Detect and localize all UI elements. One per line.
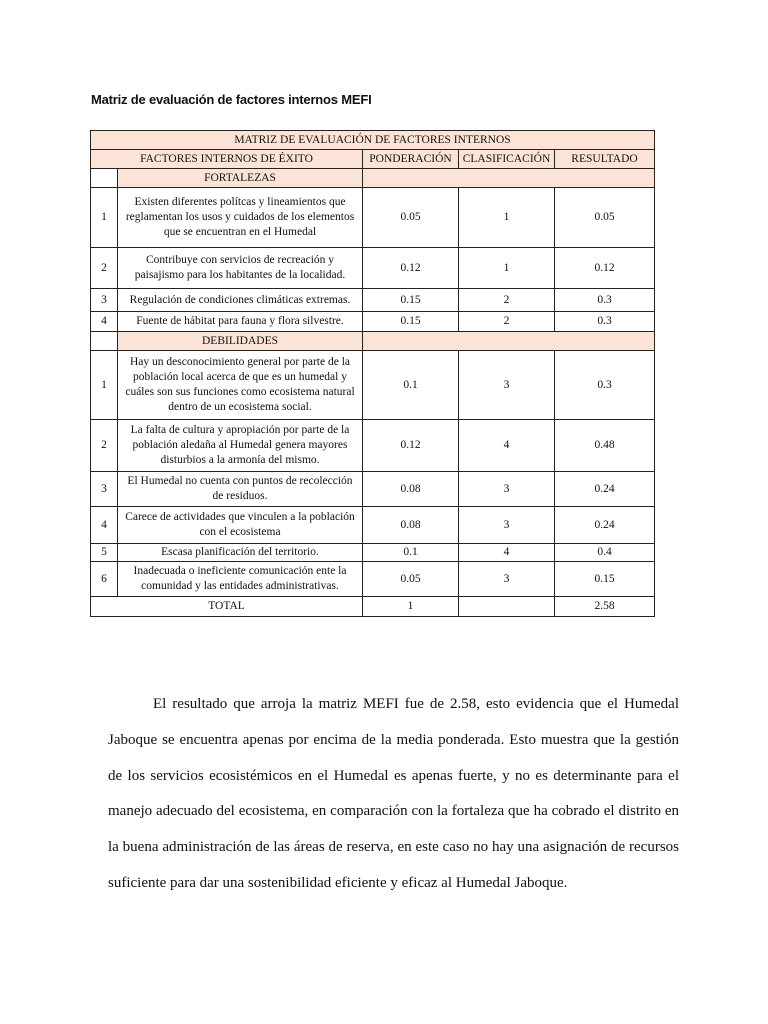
clasificacion-value: 3 — [459, 562, 555, 597]
resultado-value: 0.3 — [555, 351, 655, 420]
analysis-paragraph: El resultado que arroja la matriz MEFI fue de 2.58, esto evidencia que el Humedal Jaboque se encuentra apenas por encima de la media ponderada. Esto muestra que la gestión de los servicios ecosistémicos en el Humedal es apenas fuerte, y no es determinante para el manejo adecuado del ecosistema, en comparación con la fortaleza que ha cobrado el distrito en la buena administración de las áreas de reserva, en este caso no hay una asignación de recursos suficiente para dar una sostenibilidad eficiente y eficaz al Humedal Jaboque. — [108, 696, 679, 891]
factor-text: Fuente de hábitat para fauna y flora silvestre. — [118, 312, 363, 332]
table-row — [91, 420, 655, 472]
factor-text: Regulación de condiciones climáticas extremas. — [118, 289, 363, 312]
table-row — [91, 188, 655, 248]
ponderacion-value: 0.1 — [363, 544, 459, 562]
factor-text: Escasa planificación del territorio. — [118, 544, 363, 562]
row-number: 6 — [91, 562, 118, 597]
row-number: 1 — [91, 188, 118, 248]
table-row — [91, 248, 655, 289]
total-clasificacion — [459, 597, 555, 617]
ponderacion-value: 0.08 — [363, 507, 459, 544]
clasificacion-value: 3 — [459, 351, 555, 420]
factor-text: Contribuye con servicios de recreación y paisajismo para los habitantes de la localidad. — [118, 248, 363, 289]
ponderacion-value: 0.1 — [363, 351, 459, 420]
row-number: 3 — [91, 472, 118, 507]
table-row — [91, 544, 655, 562]
row-number: 3 — [91, 289, 118, 312]
table-row — [91, 351, 655, 420]
column-header-resultado: RESULTADO — [555, 150, 655, 169]
table-row — [91, 289, 655, 312]
row-number: 4 — [91, 312, 118, 332]
total-row — [91, 597, 655, 617]
resultado-value: 0.12 — [555, 248, 655, 289]
table-row — [91, 507, 655, 544]
resultado-value: 0.3 — [555, 312, 655, 332]
section-fill — [363, 332, 655, 351]
resultado-value: 0.3 — [555, 289, 655, 312]
section-label-fortalezas: FORTALEZAS — [118, 169, 363, 188]
table-title-row — [91, 131, 655, 150]
resultado-value: 0.24 — [555, 507, 655, 544]
section-label-debilidades: DEBILIDADES — [118, 332, 363, 351]
document-heading: Matriz de evaluación de factores internos MEFI — [91, 92, 372, 107]
ponderacion-value: 0.12 — [363, 248, 459, 289]
clasificacion-value: 4 — [459, 420, 555, 472]
table-row — [91, 312, 655, 332]
clasificacion-value: 4 — [459, 544, 555, 562]
clasificacion-value: 3 — [459, 507, 555, 544]
row-number: 5 — [91, 544, 118, 562]
clasificacion-value: 2 — [459, 289, 555, 312]
row-number: 2 — [91, 420, 118, 472]
ponderacion-value: 0.15 — [363, 312, 459, 332]
resultado-value: 0.4 — [555, 544, 655, 562]
factor-text: Carece de actividades que vinculen a la población con el ecosistema — [118, 507, 363, 544]
section-row-fortalezas — [91, 169, 655, 188]
column-header-clasificacion: CLASIFICACIÓN — [459, 150, 555, 169]
table-title: MATRIZ DE EVALUACIÓN DE FACTORES INTERNOS — [91, 131, 655, 150]
ponderacion-value: 0.08 — [363, 472, 459, 507]
row-number: 4 — [91, 507, 118, 544]
factor-text: La falta de cultura y apropiación por parte de la población aledaña al Humedal genera mayores disturbios a la armonía del mismo. — [118, 420, 363, 472]
factor-text: Inadecuada o ineficiente comunicación ente la comunidad y las entidades administrativas. — [118, 562, 363, 597]
row-number: 1 — [91, 351, 118, 420]
factor-text: El Humedal no cuenta con puntos de recolección de residuos. — [118, 472, 363, 507]
section-row-debilidades — [91, 332, 655, 351]
table-header-row — [91, 150, 655, 169]
clasificacion-value: 3 — [459, 472, 555, 507]
section-fill — [363, 169, 655, 188]
fortalezas-rows — [91, 188, 655, 332]
column-header-factores: FACTORES INTERNOS DE ÉXITO — [91, 150, 363, 169]
factor-text: Hay un desconocimiento general por parte de la población local acerca de que es un humedal y cuáles son sus funciones como ecosistema natural dentro de un ecosistema social. — [118, 351, 363, 420]
ponderacion-value: 0.05 — [363, 188, 459, 248]
clasificacion-value: 1 — [459, 188, 555, 248]
row-number: 2 — [91, 248, 118, 289]
table-row — [91, 562, 655, 597]
factor-text: Existen diferentes polítcas y lineamientos que reglamentan los usos y cuidados de los elementos que se encuentran en el Humedal — [118, 188, 363, 248]
clasificacion-value: 1 — [459, 248, 555, 289]
resultado-value: 0.05 — [555, 188, 655, 248]
resultado-value: 0.24 — [555, 472, 655, 507]
section-number-blank — [91, 332, 118, 351]
section-number-blank — [91, 169, 118, 188]
resultado-value: 0.48 — [555, 420, 655, 472]
total-ponderacion: 1 — [363, 597, 459, 617]
ponderacion-value: 0.12 — [363, 420, 459, 472]
mefi-table — [90, 130, 655, 617]
total-label: TOTAL — [91, 597, 363, 617]
ponderacion-value: 0.15 — [363, 289, 459, 312]
column-header-ponderacion: PONDERACIÓN — [363, 150, 459, 169]
total-resultado: 2.58 — [555, 597, 655, 617]
resultado-value: 0.15 — [555, 562, 655, 597]
clasificacion-value: 2 — [459, 312, 555, 332]
ponderacion-value: 0.05 — [363, 562, 459, 597]
debilidades-rows — [91, 351, 655, 597]
table-row — [91, 472, 655, 507]
